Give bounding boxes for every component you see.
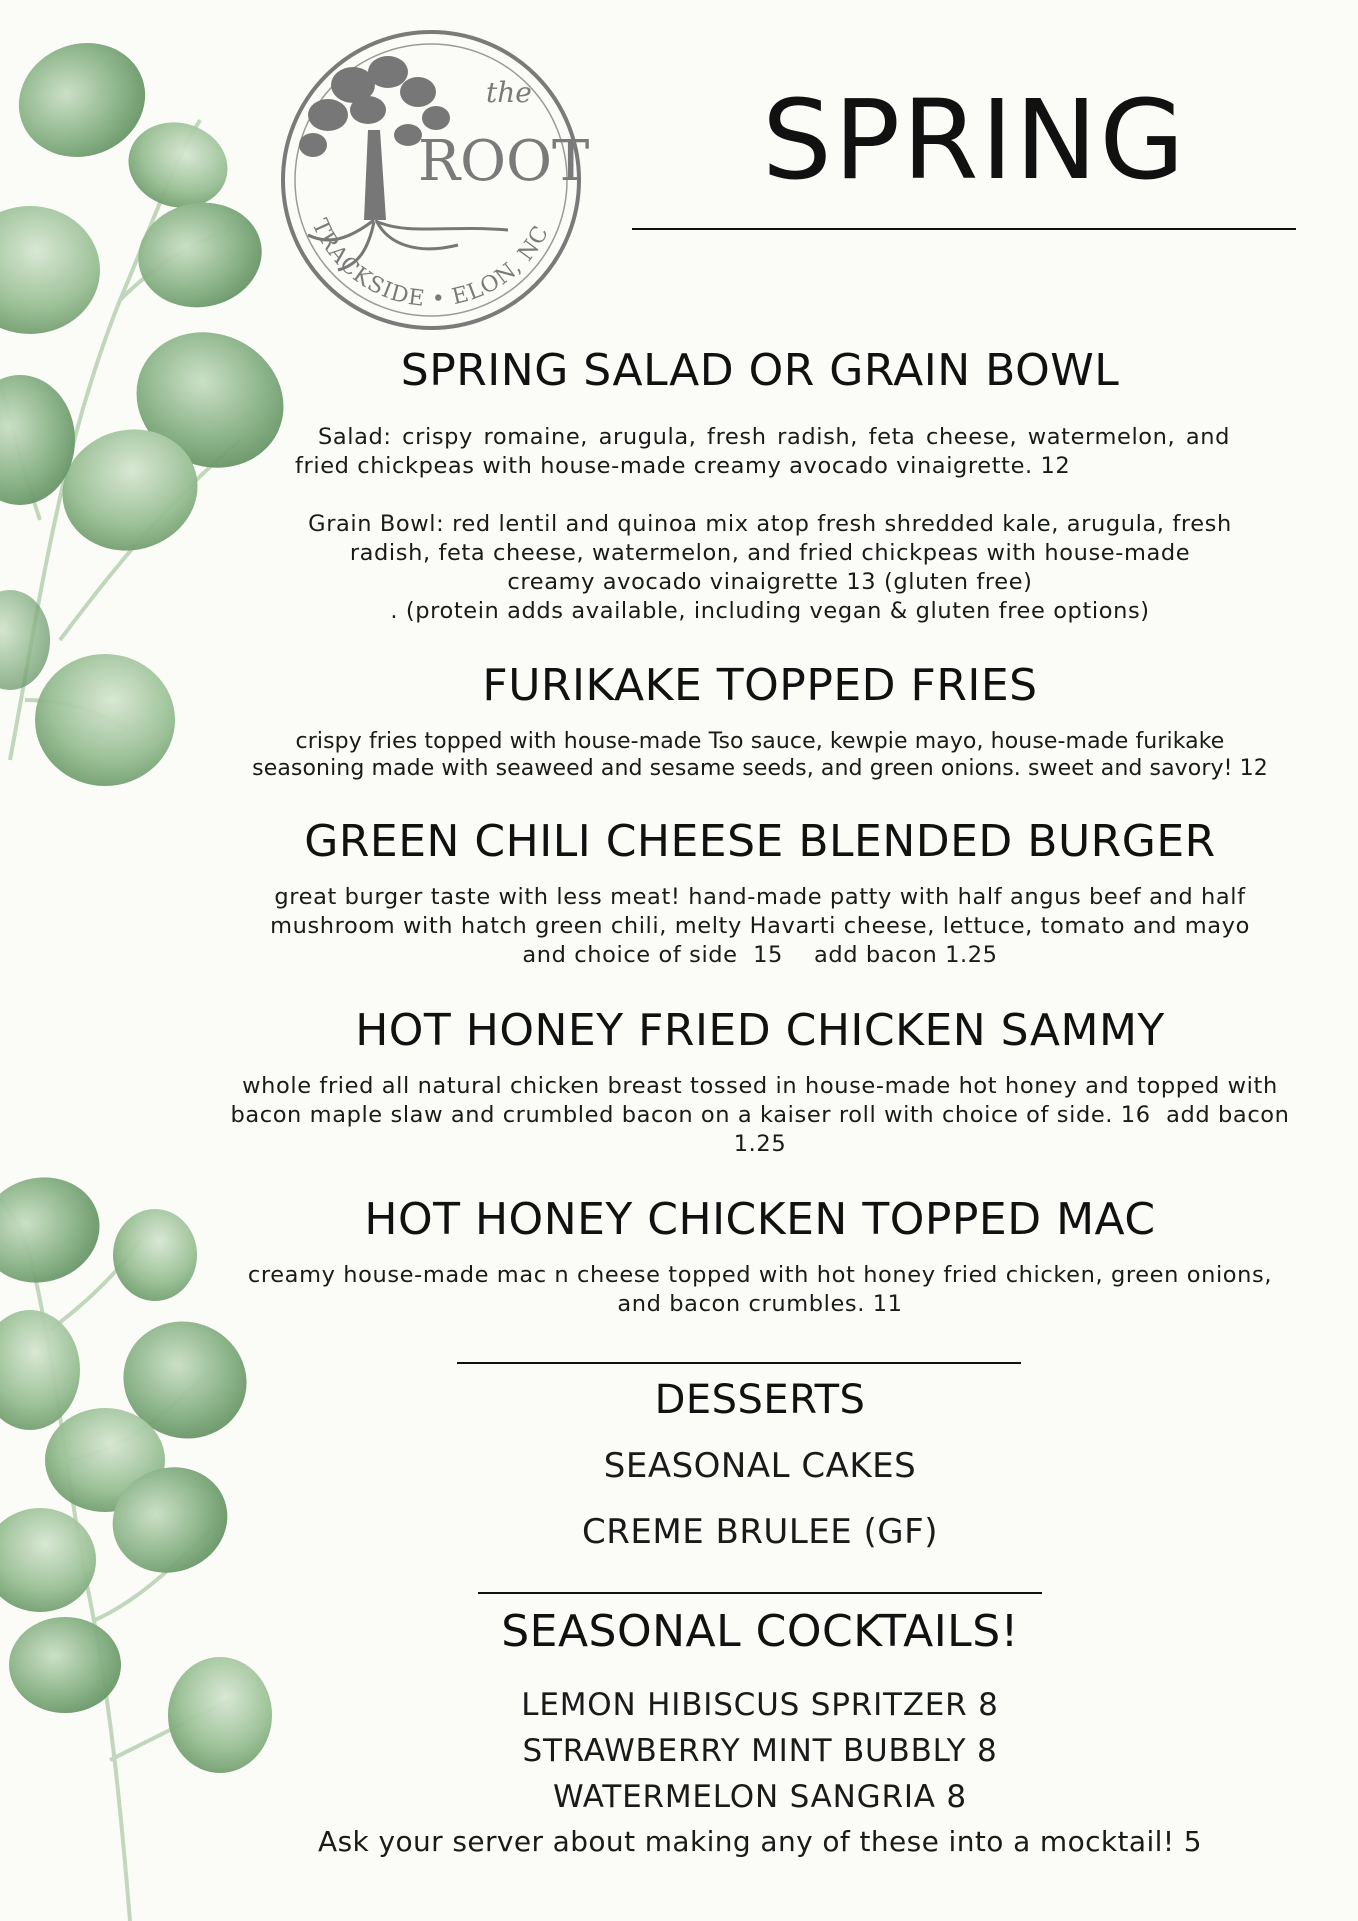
description-line: Grain Bowl: red lentil and quinoa mix atop fresh shredded kale, arugula, fresh — [308, 511, 1232, 537]
logo-tagline: TRACKSIDE • ELON, NC — [306, 215, 555, 313]
menu-item-name: FURIKAKE TOPPED FRIES — [482, 660, 1038, 711]
logo-name-text: ROOT — [418, 129, 590, 194]
menu-item-name: HOT HONEY CHICKEN TOPPED MAC — [364, 1194, 1156, 1245]
menu-item-name: HOT HONEY FRIED CHICKEN SAMMY — [355, 1005, 1165, 1056]
description-line: . (protein adds available, including vegan & gluten free options) — [390, 598, 1150, 624]
cocktail-item: WATERMELON SANGRIA 8 — [553, 1779, 967, 1815]
menu-item-description — [290, 423, 1250, 626]
page-title: SPRING — [762, 76, 1187, 204]
description-line: radish, feta cheese, watermelon, and fried chickpeas with house-made — [349, 540, 1191, 566]
cocktails-divider — [478, 1592, 1042, 1594]
logo-the-text: the — [486, 76, 532, 109]
menu-item-description — [230, 883, 1290, 970]
description-line: seasoning made with seaweed and sesame seeds, and green onions. sweet and savory! 12 — [252, 756, 1268, 781]
description-line: great burger taste with less meat! hand-made patty with half angus beef and half — [274, 884, 1246, 910]
the-root-logo — [268, 30, 598, 330]
cocktail-item: STRAWBERRY MINT BUBBLY 8 — [522, 1733, 998, 1769]
description-line: and bacon crumbles. 11 — [617, 1291, 903, 1317]
menu-item-description — [230, 728, 1290, 782]
dessert-item: CREME BRULEE (GF) — [582, 1512, 938, 1552]
title-divider — [632, 228, 1296, 230]
menu-item-name: GREEN CHILI CHEESE BLENDED BURGER — [304, 816, 1216, 867]
menu-item-name: SPRING SALAD OR GRAIN BOWL — [400, 345, 1120, 396]
description-line: mushroom with hatch green chili, melty Havarti cheese, lettuce, tomato and mayo — [270, 913, 1250, 939]
description-line: bacon maple slaw and crumbled bacon on a kaiser roll with choice of side. 16 add bacon — [230, 1102, 1290, 1128]
desserts-divider — [457, 1362, 1021, 1364]
description-spacer — [290, 481, 1250, 510]
description-line: whole fried all natural chicken breast tossed in house-made hot honey and topped with — [242, 1073, 1278, 1099]
cocktail-item: LEMON HIBISCUS SPRITZER 8 — [521, 1687, 999, 1723]
description-line: creamy house-made mac n cheese topped with hot honey fried chicken, green onions, — [247, 1262, 1273, 1288]
cocktails-heading: SEASONAL COCKTAILS! — [501, 1606, 1019, 1657]
description-line: 1.25 — [733, 1131, 787, 1157]
description-line: and choice of side 15 add bacon 1.25 — [522, 942, 998, 968]
mocktail-note: Ask your server about making any of these into a mocktail! 5 — [318, 1825, 1202, 1858]
description-line: Salad: crispy romaine, arugula, fresh radish, feta cheese, watermelon, and — [318, 424, 1230, 450]
description-line: fried chickpeas with house-made creamy avocado vinaigrette. 12 — [295, 453, 1071, 479]
description-line: crispy fries topped with house-made Tso sauce, kewpie mayo, house-made furikake — [295, 729, 1225, 754]
menu-item-description — [230, 1261, 1290, 1319]
dessert-item: SEASONAL CAKES — [603, 1446, 917, 1486]
description-line: creamy avocado vinaigrette 13 (gluten free) — [507, 569, 1033, 595]
menu-item-description — [220, 1072, 1300, 1159]
desserts-heading: DESSERTS — [654, 1377, 866, 1423]
